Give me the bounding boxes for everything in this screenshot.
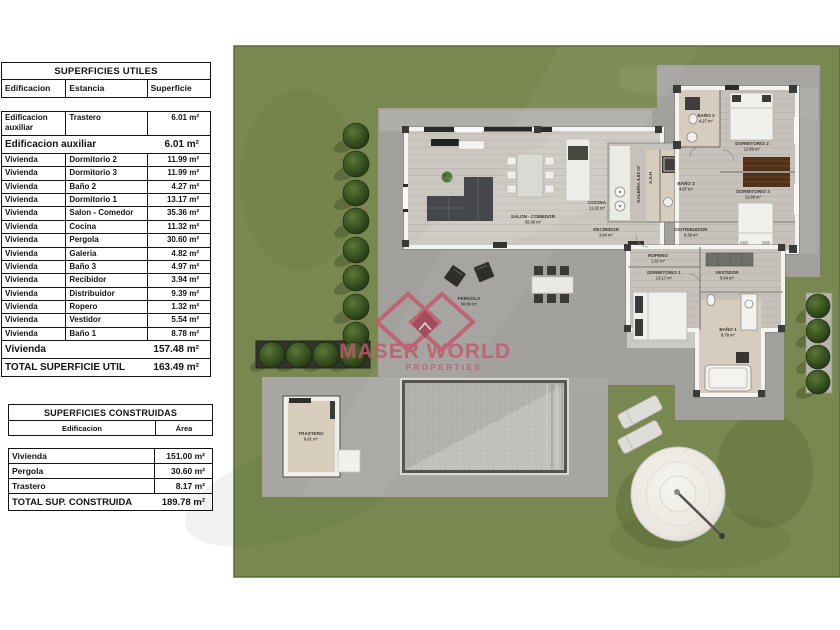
shower: [736, 352, 749, 363]
outdoor-table: [532, 266, 573, 303]
cell-edificacion: Vivienda: [5, 302, 38, 312]
cell-area: 8.17 m²: [175, 481, 205, 491]
room-label: BAÑO 3 4.97 m²: [677, 181, 695, 192]
closet: [706, 253, 753, 266]
utiles-row: [2, 301, 210, 314]
cell-superficie: 5.54 m²: [147, 314, 210, 326]
construidas-row: [9, 449, 212, 464]
pool: [400, 378, 569, 475]
cell-edificacion: Vivienda: [5, 315, 38, 325]
cell-area: 30.60 m²: [170, 466, 205, 476]
bed: [738, 203, 773, 248]
utiles-column-headers: [2, 80, 210, 97]
tv-unit: [431, 139, 459, 146]
window: [484, 127, 532, 132]
sink-icon: [745, 300, 753, 308]
tree-icon: [806, 319, 830, 343]
utiles-row: [2, 274, 210, 287]
cell-superficie: 11.32 m²: [147, 221, 210, 233]
cell-edificacion: Vivienda: [5, 154, 38, 164]
room-label: BAÑO 2 4.27 m²: [697, 113, 715, 124]
cell-estancia: Baño 2: [65, 181, 146, 193]
tree-icon: [343, 208, 369, 234]
utiles-rows: [1, 111, 211, 377]
cell-edificacion: Trastero: [9, 479, 155, 493]
construidas-row: [9, 479, 212, 494]
col-edificacion: Edificacion: [61, 423, 102, 433]
utiles-row: [2, 194, 210, 207]
tree-icon: [343, 123, 369, 149]
room-label: DORMITORIO 2 11.99 m²: [735, 141, 769, 152]
cell-estancia: Ropero: [65, 301, 146, 313]
cell-estancia: Trastero: [65, 112, 146, 135]
cell-estancia: Cocina: [65, 221, 146, 233]
row-value: 6.01 m²: [164, 138, 199, 150]
cell-superficie: 8.78 m²: [147, 328, 210, 340]
sink-icon: [687, 132, 697, 142]
utiles-row: [2, 112, 210, 136]
room-label: GALERIA 4.82 m²: [636, 165, 641, 203]
room-label: RECIBIDOR 3.94 m²: [593, 227, 619, 238]
cell-edificacion: Vivienda: [5, 328, 38, 338]
room-label: PERGOLA 30.60 m²: [457, 296, 481, 307]
room-label: ROPERO 1.32 m²: [648, 253, 668, 264]
utility-box: [338, 450, 360, 472]
cell-estancia: Dormitorio 1: [65, 194, 146, 206]
cell-superficie: 4.97 m²: [147, 261, 210, 273]
parasol-icon: [631, 447, 725, 541]
row-value: 189.78 m²: [161, 496, 205, 508]
utiles-row: [2, 207, 210, 220]
cell-edificacion: Vivienda: [5, 248, 38, 258]
utiles-row: [2, 167, 210, 180]
row-value: 157.48 m²: [153, 344, 199, 356]
cell-edificacion: Edificacion auxiliar: [5, 113, 48, 133]
cell-superficie: 4.82 m²: [147, 248, 210, 260]
cell-edificacion: Vivienda: [5, 168, 38, 178]
bathtub: [705, 365, 751, 391]
utiles-row: [2, 154, 210, 167]
cell-edificacion: Pergola: [9, 464, 155, 478]
room-label: VESTIDOR 5.54 m²: [715, 270, 739, 281]
tree-icon: [343, 237, 369, 263]
tree-icon: [343, 294, 369, 320]
cell-superficie: 13.17 m²: [147, 194, 210, 206]
window: [456, 127, 482, 133]
utiles-title: SUPERFICIES UTILES: [2, 63, 210, 80]
superficies-utiles-table: [1, 62, 211, 377]
cell-edificacion: Vivienda: [5, 181, 38, 191]
utiles-row: [2, 261, 210, 274]
window: [424, 127, 454, 132]
construidas-rows: [8, 448, 213, 511]
construidas-header-box: [8, 404, 213, 436]
row-value: 163.49 m²: [153, 362, 199, 374]
plant-icon: [442, 172, 453, 183]
cell-edificacion: Vivienda: [5, 221, 38, 231]
cell-superficie: 30.60 m²: [147, 234, 210, 246]
utiles-subtotal-row: [2, 341, 210, 359]
room-label: DISTRIBUIDOR 9.39 m²: [674, 227, 708, 238]
cell-estancia: Salon - Comedor: [65, 207, 146, 219]
cell-superficie: 6.01 m²: [147, 112, 210, 135]
cell-estancia: Galeria: [65, 248, 146, 260]
construidas-row: [9, 464, 212, 479]
cell-estancia: Baño 3: [65, 261, 146, 273]
utiles-header-box: [1, 62, 211, 98]
col-superficie: Superficie: [147, 80, 210, 97]
cell-edificacion: Vivienda: [5, 208, 38, 218]
dining-table: [507, 154, 554, 197]
tree-icon: [343, 180, 369, 206]
row-label: Vivienda: [5, 344, 46, 356]
cell-estancia: Vestidor: [65, 314, 146, 326]
cell-superficie: 11.99 m²: [147, 167, 210, 179]
bed: [633, 292, 687, 340]
cell-superficie: 4.27 m²: [147, 181, 210, 193]
cell-superficie: 11.99 m²: [147, 154, 210, 166]
cell-estancia: Dormitorio 2: [65, 154, 146, 166]
cell-edificacion: Vivienda: [9, 449, 155, 463]
col-estancia: Estancia: [65, 80, 146, 97]
room-label: COCINA 11.32 m²: [587, 200, 607, 211]
cell-edificacion: Vivienda: [5, 275, 38, 285]
cell-superficie: 3.94 m²: [147, 274, 210, 286]
tree-icon: [286, 342, 312, 368]
utiles-total-row: [2, 359, 210, 376]
construidas-total-row: [9, 494, 212, 510]
utiles-row: [2, 234, 210, 247]
construidas-column-headers: [9, 421, 212, 435]
watermark-title: MASER WORLD: [339, 340, 511, 363]
utiles-row: [2, 314, 210, 327]
cell-edificacion: Vivienda: [5, 235, 38, 245]
cell-estancia: Distribuidor: [65, 288, 146, 300]
room-label: SALON - COMEDOR 35.36 m²: [510, 214, 556, 225]
row-label: Edificacion auxiliar: [5, 138, 97, 150]
cell-edificacion: Vivienda: [5, 261, 38, 271]
col-area: Área: [155, 421, 212, 435]
tree-icon: [806, 345, 830, 369]
utiles-row: [2, 328, 210, 341]
cell-area: 151.00 m²: [166, 451, 205, 461]
room-label: TRASTERO 6.01 m²: [298, 431, 324, 442]
cell-edificacion: Vivienda: [5, 288, 38, 298]
window: [403, 186, 408, 210]
tree-icon: [806, 294, 830, 318]
shower: [685, 97, 700, 110]
utiles-row: [2, 221, 210, 234]
room-label: DORMITORIO 3 11.99 m²: [736, 189, 770, 200]
col-edificacion: Edificacion: [5, 83, 51, 93]
tree-icon: [343, 265, 369, 291]
superficies-construidas-table: [8, 404, 213, 511]
vanity: [741, 294, 757, 330]
room-label: A.S.H: [648, 171, 653, 185]
window: [794, 117, 799, 144]
toilet-icon: [707, 295, 715, 306]
watermark-subtitle: PROPERTIES: [405, 363, 483, 372]
tree-icon: [259, 342, 285, 368]
cell-edificacion: Vivienda: [5, 194, 38, 204]
utiles-row: [2, 248, 210, 261]
construidas-title: SUPERFICIES CONSTRUIDAS: [9, 405, 212, 421]
tree-icon: [313, 342, 339, 368]
cell-superficie: 1.32 m²: [147, 301, 210, 313]
row-label: TOTAL SUPERFICIE UTIL: [5, 362, 126, 374]
cell-estancia: Baño 1: [65, 328, 146, 340]
room-label: BAÑO 1 8.78 m²: [719, 327, 737, 338]
cell-estancia: Pergola: [65, 234, 146, 246]
cell-estancia: Recibidor: [65, 274, 146, 286]
bed: [730, 93, 773, 140]
utiles-subtotal-row: [2, 136, 210, 154]
utiles-row: [2, 288, 210, 301]
row-label: TOTAL SUP. CONSTRUIDA: [12, 496, 133, 508]
room-label: DORMITORIO 1 13.17 m²: [647, 270, 681, 281]
cell-estancia: Dormitorio 3: [65, 167, 146, 179]
window: [794, 184, 799, 214]
cell-superficie: 35.36 m²: [147, 207, 210, 219]
sink-icon: [664, 198, 673, 207]
tree-icon: [343, 151, 369, 177]
utiles-row: [2, 181, 210, 194]
cell-superficie: 9.39 m²: [147, 288, 210, 300]
tree-icon: [806, 370, 830, 394]
sideboard: [459, 141, 484, 149]
toilet-icon: [689, 114, 697, 124]
